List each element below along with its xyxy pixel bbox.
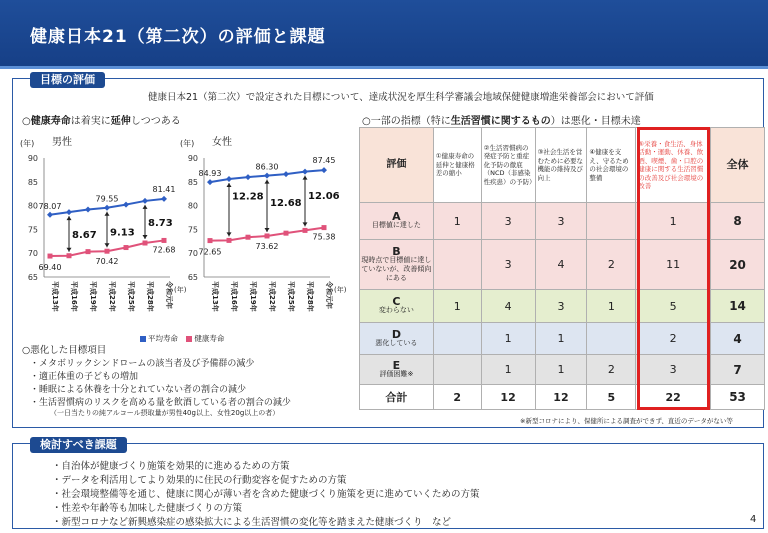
page-title: 健康日本21（第二次）の評価と課題	[30, 27, 326, 47]
left-headline-end: しつつある	[130, 116, 181, 127]
chart-legend	[140, 333, 224, 344]
worse-item: ・睡眠による休養を十分とれていない者の割合の減少	[30, 385, 247, 395]
grade-letter: B	[392, 244, 401, 258]
data-label: 69.40	[38, 263, 62, 273]
gap-arrow-head	[67, 216, 72, 220]
data-label: 87.45	[312, 156, 336, 166]
gap-arrow-head	[227, 183, 232, 187]
x-tick-label: 平成13年	[211, 281, 219, 312]
left-headline	[22, 112, 181, 127]
table-row	[360, 240, 765, 290]
sum-label: 合計	[360, 385, 434, 410]
right-headline	[362, 112, 641, 127]
right-headline-end: ）は悪化・目標未達	[550, 116, 641, 127]
x-tick-label: 平成19年	[89, 281, 97, 312]
gap-value-label: 12.28	[232, 191, 264, 203]
grade-letter: D	[391, 327, 401, 341]
sum-cell: 5	[587, 385, 636, 410]
y-tick-label: 80	[27, 201, 38, 211]
table-cell: 2	[587, 355, 636, 385]
life-expectancy-point	[123, 202, 129, 208]
healthy-life-point	[48, 254, 53, 259]
table-row	[360, 290, 765, 323]
chart-title: 女性	[212, 137, 232, 148]
life-expectancy-point	[47, 212, 53, 218]
grade-letter: E	[392, 358, 401, 372]
evaluation-table	[359, 127, 765, 410]
y-tick-label: 75	[27, 225, 38, 235]
data-label: 79.55	[95, 194, 119, 204]
life-expectancy-point	[264, 173, 270, 179]
left-headline-term2: 延伸	[110, 116, 131, 127]
sum-cell: 12	[481, 385, 535, 410]
healthy-life-point	[246, 235, 251, 240]
x-tick-label: 令和元年	[165, 281, 173, 309]
row-label	[360, 240, 434, 290]
table-cell: 2	[587, 240, 636, 290]
table-cell: 4	[481, 290, 535, 323]
healthy-life-point	[303, 228, 308, 233]
y-tick-label: 85	[187, 177, 198, 187]
issue-item: ・性差や年齢等も加味した健康づくりの方策	[52, 503, 243, 514]
column-header: ③社会生活を営むために必要な機能の維持及び向上	[535, 128, 587, 203]
row-total: 4	[711, 323, 765, 355]
table-cell	[433, 355, 481, 385]
y-tick-label: 65	[187, 273, 198, 282]
y-axis-unit: (年)	[20, 139, 35, 148]
y-tick-label: 65	[27, 273, 38, 282]
x-tick-label: 令和元年	[325, 281, 333, 309]
y-tick-label: 85	[27, 177, 38, 187]
issue-item: ・データを利活用してより効果的に住民の行動変容を促すための方策	[52, 475, 347, 486]
table-cell: 1	[481, 323, 535, 355]
data-label: 73.62	[255, 241, 279, 251]
table-cell: 1	[535, 323, 587, 355]
row-label	[360, 290, 434, 323]
row-total: 20	[711, 240, 765, 290]
x-axis-unit: (年)	[174, 286, 187, 294]
table-row	[360, 355, 765, 385]
table-cell	[433, 240, 481, 290]
grade-desc: 現時点で目標値に達していないが、改善傾向にある	[361, 255, 432, 282]
sum-total: 53	[711, 385, 765, 410]
table-cell: 4	[535, 240, 587, 290]
table-cell: 1	[481, 355, 535, 385]
left-headline-mid: は着実に	[70, 116, 111, 127]
life-expectancy-point	[207, 179, 213, 185]
table-cell: 1	[433, 203, 481, 240]
y-tick-label: 90	[27, 154, 38, 163]
table-cell: 1	[587, 290, 636, 323]
life-expectancy-point	[66, 209, 72, 215]
table-cell: 1	[433, 290, 481, 323]
healthy-life-point	[227, 238, 232, 243]
table-cell	[587, 203, 636, 240]
table-cell: 1	[636, 203, 711, 240]
left-headline-mark: ○	[22, 116, 31, 127]
data-label: 81.41	[152, 184, 176, 194]
life-expectancy-point	[283, 171, 289, 177]
gap-value-label: 12.06	[308, 191, 340, 203]
issue-item: ・自治体が健康づくり施策を効果的に進めるための方策	[52, 461, 290, 472]
worse-note: （一日当たりの純アルコール摂取量が男性40g以上、女性20g以上の者）	[50, 409, 280, 417]
gap-value-label: 12.68	[270, 197, 302, 209]
table-cell: 3	[535, 290, 587, 323]
x-tick-label: 平成22年	[108, 281, 116, 312]
row-total: 8	[711, 203, 765, 240]
table-cell: 5	[636, 290, 711, 323]
healthy-life-point	[105, 249, 110, 254]
row-total: 7	[711, 355, 765, 385]
x-tick-label: 平成22年	[268, 281, 276, 312]
life-expectancy-point	[245, 174, 251, 180]
health-legend-swatch	[186, 336, 192, 342]
healthy-life-point	[265, 233, 270, 238]
gap-value-label: 8.67	[72, 229, 97, 241]
data-label: 72.65	[198, 247, 222, 257]
gap-arrow-head	[67, 248, 72, 252]
chart-title: 男性	[52, 137, 72, 148]
y-tick-label: 90	[187, 154, 198, 163]
gap-value-label: 8.73	[148, 217, 173, 229]
gap-arrow-head	[303, 222, 308, 226]
gap-arrow-head	[303, 176, 308, 180]
sum-cell: 2	[433, 385, 481, 410]
table-cell: 3	[636, 355, 711, 385]
grade-desc: 変わらない	[378, 306, 414, 314]
grade-desc: 目標値に達した	[371, 221, 421, 229]
title-bar	[0, 0, 768, 68]
table-header-row	[360, 128, 765, 203]
row-label	[360, 323, 434, 355]
data-label: 72.68	[152, 245, 176, 255]
table-row	[360, 323, 765, 355]
table-cell: 3	[535, 203, 587, 240]
table-cell: 2	[636, 323, 711, 355]
healthy-life-point	[284, 231, 289, 236]
worse-item: ・適正体重の子どもの増加	[30, 372, 139, 382]
life-expectancy-point	[142, 198, 148, 204]
header-divider	[0, 66, 768, 69]
data-label: 86.30	[255, 162, 279, 172]
x-tick-label: 平成25年	[287, 281, 295, 312]
x-tick-label: 平成13年	[51, 281, 59, 312]
table-sum-row	[360, 385, 765, 410]
x-tick-label: 平成28年	[306, 281, 314, 312]
healthy-life-point	[162, 238, 167, 243]
data-label: 70.42	[95, 257, 119, 267]
column-header: ④健康を支え、守るための社会環境の整備	[587, 128, 636, 203]
issues-tag: 検討すべき課題	[30, 437, 127, 453]
y-tick-label: 75	[187, 225, 198, 235]
grade-desc: 評価困難※	[379, 369, 414, 378]
data-label: 75.38	[312, 232, 336, 242]
x-tick-label: 平成16年	[230, 281, 238, 312]
worse-item: ・生活習慣病のリスクを高める量を飲酒している者の割合の減少	[30, 398, 291, 408]
life-legend-swatch	[140, 336, 146, 342]
table-cell: 1	[535, 355, 587, 385]
gap-value-label: 9.13	[110, 227, 135, 239]
life-expectancy-point	[85, 206, 91, 212]
left-headline-term: 健康寿命	[30, 116, 71, 127]
table-cell	[433, 323, 481, 355]
gap-arrow-head	[143, 235, 148, 239]
gap-arrow-head	[265, 228, 270, 232]
worse-item: ・メタボリックシンドロームの該当者及び予備群の減少	[30, 359, 255, 369]
data-label: 84.93	[198, 169, 222, 179]
healthy-life-point	[124, 245, 129, 250]
issue-item: ・新型コロナなど新興感染症の感染拡大による生活習慣の変化等を踏まえた健康づくり など	[52, 517, 452, 528]
grade-desc: 悪化している	[375, 338, 418, 347]
column-header-highlight: ⑤栄養・食生活、身体活動・運動、休養、飲酒、喫煙、歯・口腔の健康に関する生活習慣の改善及び社会環境の改善	[636, 128, 711, 203]
sum-cell: 22	[636, 385, 711, 410]
row-label	[360, 203, 434, 240]
y-axis-unit: (年)	[180, 139, 195, 148]
row-total: 14	[711, 290, 765, 323]
healthy-life-point	[208, 238, 213, 243]
life-expectancy-point	[226, 176, 232, 182]
total-header: 全体	[711, 128, 765, 203]
issue-item: ・社会環境整備等を通じ、健康に関心が薄い者を含めた健康づくり施策を更に進めていくための方策	[52, 489, 480, 500]
male-life-chart	[20, 132, 195, 332]
life-expectancy-point	[302, 169, 308, 175]
gap-arrow-head	[105, 212, 110, 216]
right-headline-start: ○一部の指標（特に	[362, 116, 451, 127]
life-expectancy-point	[161, 196, 167, 202]
row-label	[360, 355, 434, 385]
page-number: 4	[750, 514, 757, 525]
healthy-life-point	[67, 253, 72, 258]
x-tick-label: 平成19年	[249, 281, 257, 312]
grade-letter: A	[392, 210, 401, 223]
healthy-life-point	[86, 249, 91, 254]
sum-cell: 12	[535, 385, 587, 410]
table-footnote: ※新型コロナにより、保健所による調査ができず、直近のデータがない等	[520, 417, 733, 425]
x-tick-label: 平成25年	[127, 281, 135, 312]
health-legend-label: 健康寿命	[194, 334, 225, 343]
female-life-chart	[180, 132, 355, 332]
gap-arrow-head	[227, 232, 232, 236]
y-tick-label: 80	[187, 201, 198, 211]
table-cell: 3	[481, 240, 535, 290]
table-cell: 3	[481, 203, 535, 240]
life-legend-label: 平均寿命	[148, 334, 178, 343]
gap-arrow-head	[143, 205, 148, 209]
grade-letter: C	[392, 295, 401, 308]
right-headline-term: 生活習慣に関するもの	[450, 116, 551, 127]
worse-title: ○悪化した目標項目	[22, 345, 107, 356]
healthy-life-point	[143, 241, 148, 246]
y-tick-label: 70	[187, 249, 198, 259]
x-tick-label: 平成16年	[70, 281, 78, 312]
column-header: ②生活習慣病の発症予防と重症化予防の徹底（NCD（非感染性疾患）の予防）	[481, 128, 535, 203]
x-tick-label: 平成28年	[146, 281, 154, 312]
evaluation-intro: 健康日本21（第二次）で設定された目標について、達成状況を厚生科学審議会地域保健健康増進栄養部会において評価	[148, 92, 654, 103]
table-cell: 11	[636, 240, 711, 290]
life-expectancy-point	[104, 205, 110, 211]
x-axis-unit: (年)	[334, 286, 347, 294]
gap-arrow-head	[105, 243, 110, 247]
table-cell	[587, 323, 636, 355]
grade-header: 評価	[360, 128, 434, 203]
y-tick-label: 70	[27, 249, 38, 259]
column-header: ①健康寿命の延伸と健康格差の縮小	[433, 128, 481, 203]
gap-arrow-head	[265, 180, 270, 184]
evaluation-tag: 目標の評価	[30, 72, 105, 88]
healthy-life-point	[322, 225, 327, 230]
life-expectancy-point	[321, 167, 327, 173]
data-label: 78.07	[38, 201, 62, 211]
table-row	[360, 203, 765, 240]
